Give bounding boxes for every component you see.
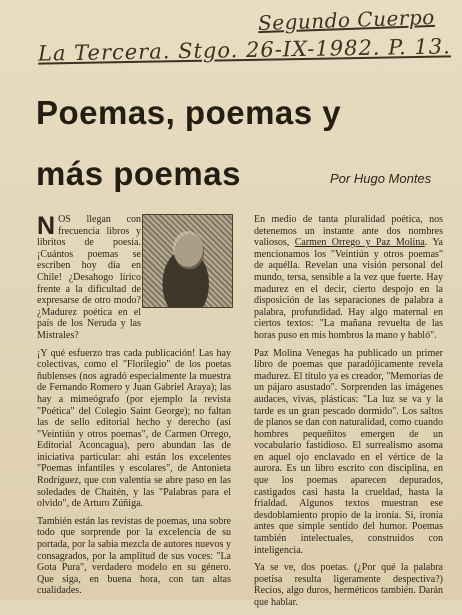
dropcap: N xyxy=(37,212,56,240)
left-paragraph-1 xyxy=(37,214,141,342)
left-paragraph-2: ¡Y qué esfuerzo tras cada publicación! Las hay colectivas, como el "Florilegio" de los poetas ñublenses (nos agradó especialmente la muestra de Fernando Romero y Juan Gabriel Araya); las hay a mimeógrafo (por ejemplo la revista "Poética" del Colegio Saint George); no faltan las de sello editorial hecho y derecho (así "Veintiún y otros poemas", de Carmen Orrego, Editorial Aconcagua), pero abundan las de iniciativa particular: ahí están los excelentes "Poemas infantiles y escolares", de Antonieta Rodríguez, que con valentía se abre paso en las soledades de Chaitén, y las "Palabras para el olvido", de Arturo Zúñiga. xyxy=(37,347,231,510)
right-paragraph-3: Ya se ve, dos poetas. (¿Por qué la palabra poetisa resulta ligeramente despectiva?) Recios, algo duros, herméticos también. Darán que hablar. xyxy=(254,562,443,608)
handwritten-section-note: Segundo Cuerpo xyxy=(257,4,436,36)
right-p1-a: En medio de tanta pluralidad poética, nos detenemos un instante ante dos nombres valiosos, xyxy=(254,214,443,249)
left-column xyxy=(37,214,231,603)
right-column xyxy=(254,214,443,615)
right-paragraph-1 xyxy=(254,214,443,342)
poet-names: Carmen Orrego y Paz Molina xyxy=(294,237,425,249)
handwritten-source-note: La Tercera. Stgo. 26-IX-1982. P. 13. xyxy=(37,34,451,66)
right-paragraph-2: Paz Molina Venegas ha publicado un primer libro de poemas que paradójicamente revela madurez. El título ya es creador, "Memorias de un pájaro asustado". Sorprenden las imágenes audaces, vivas, plásticas: "La luz se va y la tarde es un gran pescado dormido". Los saltos de planos se dan con naturalidad, como cuando hombres pequeñitos emergen de un vocabulario fastidioso. El surrealismo asoma en aquel ojo enclavado en el vértice de la aurora. Es un libro escrito con disciplina, en que los poemas aparecen depurados, castigados casi hasta la crueldad, hasta la frialdad. Algunos textos muestran ese desdoblamiento propio de la ironía. Sí, ironía antes que simple sentido del humor. Poemas también intelectuales, construidos con inteligencia. xyxy=(254,347,443,556)
byline: Por Hugo Montes xyxy=(330,171,432,186)
left-paragraph-3: También están las revistas de poemas, una sobre todo que sorprende por la excelencia de su portada, por la sabia mezcla de autores nuevos y consagrados, por la amplitud de sus voces: "La Gota Pura", verdadero modelo en su género. Que siga, en buena hora, con tan altas cualidades. xyxy=(37,515,231,597)
headline-line-2: más poemas xyxy=(36,155,241,192)
right-p1-b: . Ya mencionamos los "Veintiún y otros poemas" de aquélla. Revelan una visión personal del mundo, tersa, sensible a la vez que fuerte. Hay madurez en el decir, cierto despojo en la disposición de las separaciones de palabra a palabra, profundidad. Hay algo maternal en ciertos textos: "La mañana revuelta de las horas puso en mis hombros la mano y habló". xyxy=(254,237,443,341)
headline-line-1: Poemas, poemas y xyxy=(36,94,342,131)
left-paragraph-1-text: OS llegan con frecuencia libros y libritos de poesía. ¡Cuántos poemas se escriben hoy día en Chile! ¿Desahogo lírico frente a la dificultad de expresarse de otro modo? ¿Madurez poética en el país de los Neruda y las Mistrales? xyxy=(37,214,141,341)
